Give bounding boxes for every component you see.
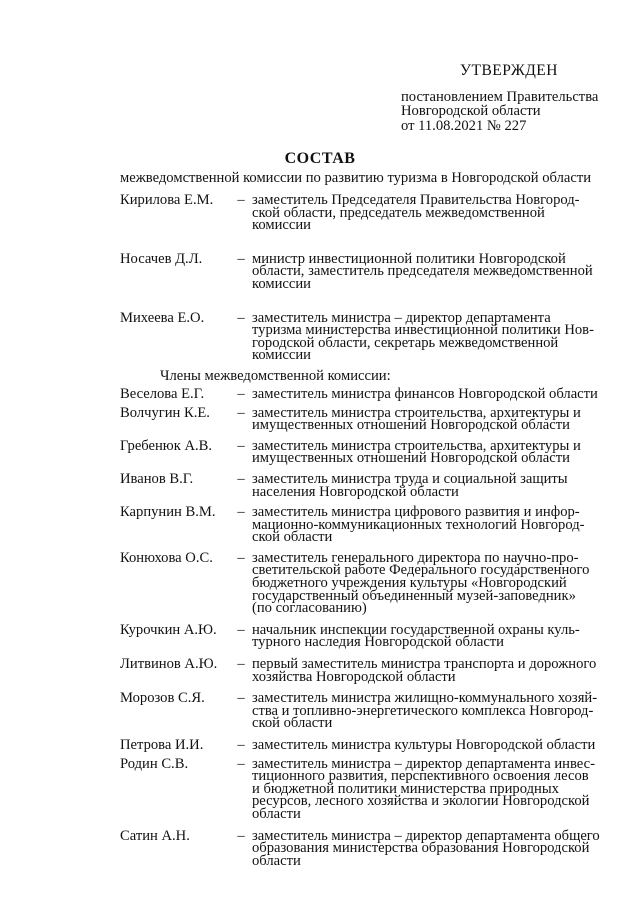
member-dash: – [237, 470, 245, 487]
member-role-line: заместитель министра труда и социальной защиты [252, 470, 568, 487]
member-role [252, 250, 615, 292]
member-role-line: комиссии [252, 217, 311, 234]
member-name: Сатин А.Н. [120, 827, 190, 844]
member-dash: – [237, 504, 245, 521]
member-dash: – [237, 690, 245, 707]
member-role [252, 755, 615, 822]
member-role [252, 194, 615, 232]
member-role [252, 404, 615, 434]
member-role-line: государственный объединенный музей-заповедник» [252, 587, 576, 604]
approval-title: УТВЕРЖДЕН [460, 62, 558, 79]
member-name: Карпунин В.М. [120, 504, 216, 521]
member-name: Носачев Д.Л. [120, 250, 203, 267]
member-row [120, 827, 615, 869]
approval-line: Новгородской области [401, 103, 541, 120]
member-role-line: ресурсов, лесного хозяйства и экологии Новгородской [252, 793, 590, 810]
member-role-line: туризма министерства инвестиционной политики Нов- [252, 322, 594, 339]
member-row [120, 755, 615, 822]
member-dash: – [237, 385, 245, 402]
member-role [252, 506, 615, 544]
member-row [120, 194, 615, 232]
member-role-line: заместитель министра строительства, архитектуры и [252, 404, 581, 421]
member-role [252, 692, 615, 730]
member-row [120, 739, 615, 752]
document-subtitle: межведомственной комиссии по развитию туризма в Новгородской области [120, 170, 592, 186]
member-role-line: (по согласованию) [252, 600, 367, 617]
member-role-line: заместитель министра финансов Новгородской области [252, 385, 598, 402]
member-role-line: имущественных отношений Новгородской области [252, 417, 570, 434]
member-row [120, 470, 615, 500]
member-name: Иванов В.Г. [120, 470, 194, 487]
member-role [252, 658, 615, 683]
member-name: Морозов С.Я. [120, 690, 205, 707]
member-role-line: тиционного развития, перспективного освоения лесов [252, 768, 589, 785]
member-role-line: населения Новгородской области [252, 483, 459, 500]
member-role-line: заместитель министра цифрового развития и инфор- [252, 504, 580, 521]
member-dash: – [237, 621, 245, 638]
member-role [252, 739, 615, 752]
member-name: Кирилова Е.М. [120, 192, 214, 208]
member-role-line: ства и топливно-энергетического комплекса Новгород- [252, 702, 594, 719]
member-dash: – [237, 250, 245, 267]
member-role-line: комиссии [252, 347, 311, 364]
member-row [120, 404, 615, 434]
member-name: Петрова И.И. [120, 737, 204, 753]
member-role-line: министр инвестиционной политики Новгородской [252, 250, 566, 267]
member-name: Веселова Е.Г. [120, 385, 205, 402]
member-dash: – [237, 549, 245, 566]
member-dash: – [237, 755, 245, 772]
document-title: СОСТАВ [284, 150, 356, 167]
member-dash: – [237, 404, 245, 421]
approval-block [401, 64, 631, 133]
member-name: Курочкин А.Ю. [120, 621, 217, 638]
member-role-line: заместитель генерального директора по научно-про- [252, 549, 579, 566]
member-role-line: имущественных отношений Новгородской области [252, 450, 570, 467]
member-dash: – [237, 192, 245, 208]
member-dash: – [237, 309, 245, 326]
member-role-line: заместитель министра культуры Новгородской области [252, 737, 596, 753]
member-row [120, 437, 615, 467]
member-row [120, 692, 615, 730]
member-role-line: светительской работе Федерального государственного [252, 562, 590, 579]
commission-roster [120, 194, 615, 867]
member-name: Родин С.В. [120, 755, 189, 772]
member-role-line: области, заместитель председателя межведомственной [252, 263, 593, 280]
member-name: Гребенюк А.В. [120, 437, 213, 454]
member-role-line: заместитель Председателя Правительства Новгород- [252, 192, 580, 208]
member-row [120, 658, 615, 683]
member-role-line: ской области [252, 529, 333, 546]
approval-line: от 11.08.2021 № 227 [401, 117, 527, 134]
member-name: Волчугин К.Е. [120, 404, 210, 421]
member-role-line: бюджетного учреждения культуры «Новгородский [252, 575, 567, 592]
member-role-line: городской области, секретарь межведомственной [252, 334, 559, 351]
member-role-line: турного наследия Новгородской области [252, 634, 504, 651]
member-role-line: ской области [252, 715, 333, 732]
member-role-line: заместитель министра – директор департамента общего [252, 827, 600, 844]
member-row [120, 621, 615, 651]
member-role-line: заместитель министра – директор департамента [252, 309, 551, 326]
members-heading: Члены межведомственной комиссии: [160, 367, 391, 384]
member-dash: – [237, 437, 245, 454]
member-role [252, 621, 615, 651]
member-role [252, 549, 615, 617]
approval-line: постановлением Правительства [401, 88, 599, 105]
member-row [120, 309, 615, 364]
member-row [120, 549, 615, 617]
member-dash: – [237, 827, 245, 844]
member-name: Конюхова О.С. [120, 549, 213, 566]
member-role-line: начальник инспекции государственной охраны куль- [252, 621, 580, 638]
member-row [120, 250, 615, 292]
member-role-line: мационно-коммуникационных технологий Новгород- [252, 516, 585, 533]
member-row [120, 385, 615, 402]
member-dash: – [237, 737, 245, 753]
member-name: Литвинов А.Ю. [120, 656, 218, 673]
member-role-line: образования министерства образования Новгородской [252, 840, 590, 857]
member-role [252, 385, 615, 402]
member-role-line: комиссии [252, 275, 311, 292]
member-role-line: заместитель министра строительства, архитектуры и [252, 437, 581, 454]
member-role-line: ской области, председатель межведомственной [252, 204, 545, 221]
member-row [120, 506, 615, 544]
member-role-line: заместитель министра жилищно-коммунального хозяй- [252, 690, 598, 707]
member-role-line: области [252, 852, 301, 869]
member-role-line: заместитель министра – директор департамента инвес- [252, 755, 595, 772]
member-role [252, 470, 615, 500]
member-role-line: области [252, 805, 301, 822]
member-dash: – [237, 656, 245, 673]
member-name: Михеева Е.О. [120, 309, 205, 326]
member-role-line: хозяйства Новгородской области [252, 668, 456, 685]
member-role-line: и бюджетной политики министерства природных [252, 780, 559, 797]
member-role [252, 827, 615, 869]
member-role [252, 309, 615, 364]
member-role-line: первый заместитель министра транспорта и дорожного [252, 656, 597, 673]
member-role [252, 437, 615, 467]
